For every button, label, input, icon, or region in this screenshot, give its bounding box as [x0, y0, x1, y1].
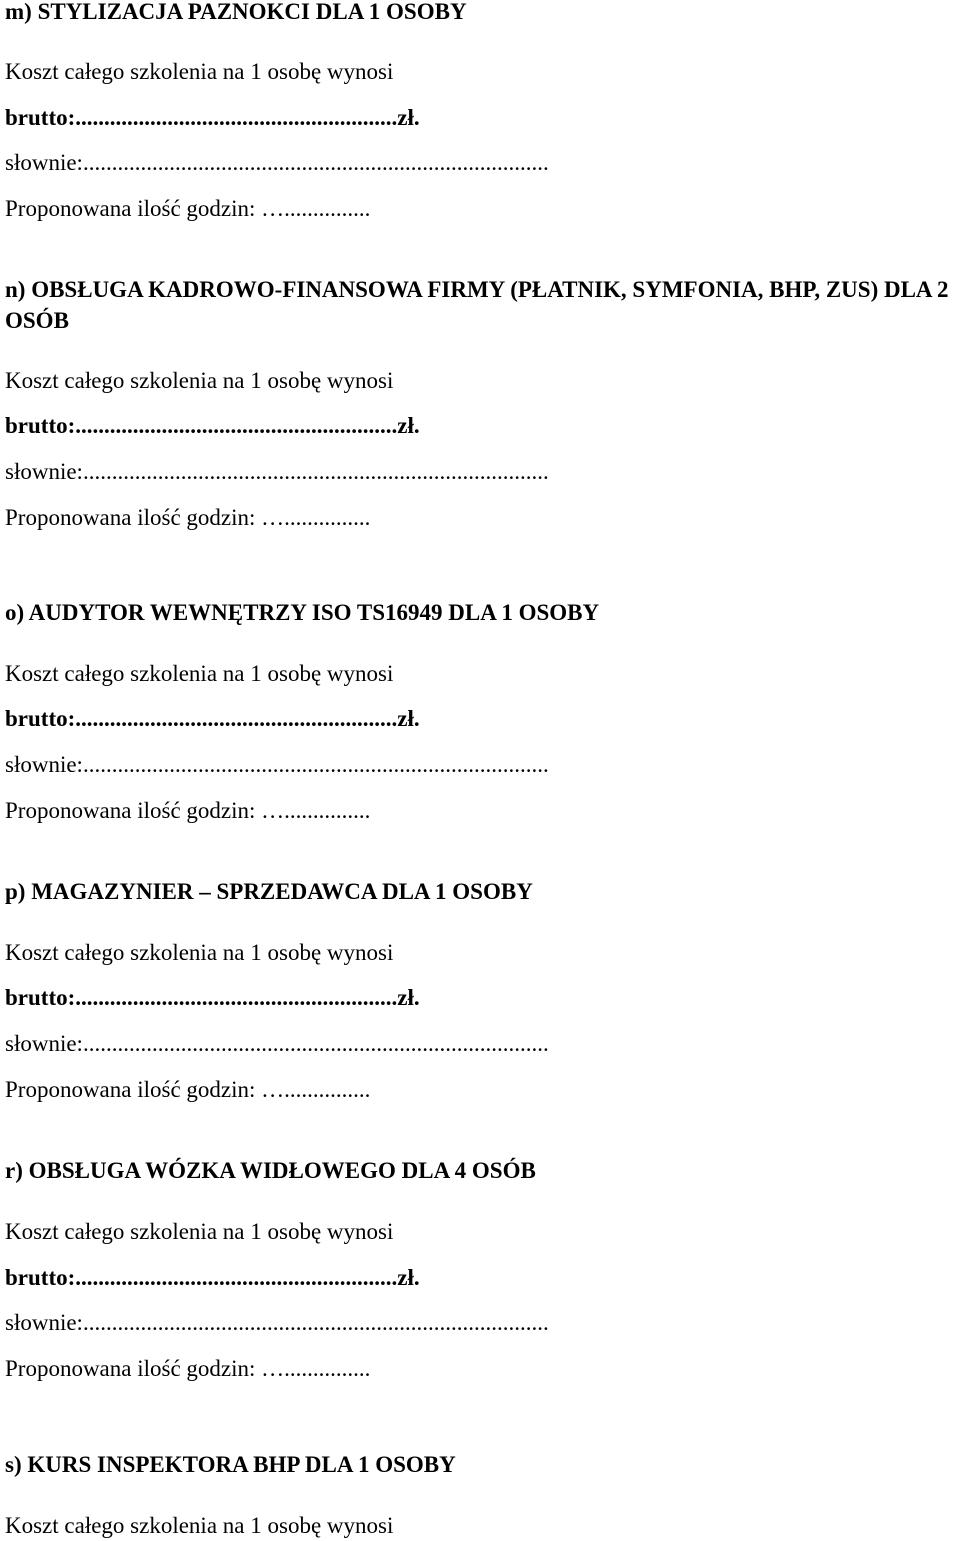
hours-line-o: Proponowana ilość godzin: …............... [5, 798, 371, 823]
slownie-line-n: słownie:................................................................................. [5, 459, 549, 484]
brutto-line-p: brutto:........................................................zł. [5, 985, 420, 1010]
section-heading-r: r) OBSŁUGA WÓZKA WIDŁOWEGO DLA 4 OSÓB [5, 1158, 536, 1183]
brutto-line-n: brutto:........................................................zł. [5, 413, 420, 438]
brutto-line-r: brutto:........................................................zł. [5, 1265, 420, 1290]
hours-line-n: Proponowana ilość godzin: …............... [5, 505, 371, 530]
hours-line-m: Proponowana ilość godzin: …............... [5, 196, 371, 221]
brutto-line-o: brutto:........................................................zł. [5, 706, 420, 731]
cost-text-p: Koszt całego szkolenia na 1 osobę wynosi [5, 940, 394, 965]
section-heading-n: n) OBSŁUGA KADROWO-FINANSOWA FIRMY (PŁATNIK, SYMFONIA, BHP, ZUS) DLA 2 OSÓB [5, 277, 949, 333]
section-heading-o: o) AUDYTOR WEWNĘTRZY ISO TS16949 DLA 1 OSOBY [5, 600, 600, 625]
cost-text-r: Koszt całego szkolenia na 1 osobę wynosi [5, 1219, 394, 1244]
section-heading-m: m) STYLIZACJA PAZNOKCI DLA 1 OSOBY [5, 0, 467, 24]
hours-line-r: Proponowana ilość godzin: …............... [5, 1356, 371, 1381]
section-heading-p: p) MAGAZYNIER – SPRZEDAWCA DLA 1 OSOBY [5, 879, 533, 904]
cost-text-m: Koszt całego szkolenia na 1 osobę wynosi [5, 59, 394, 84]
cost-text-o: Koszt całego szkolenia na 1 osobę wynosi [5, 661, 394, 686]
hours-line-p: Proponowana ilość godzin: …............... [5, 1077, 371, 1102]
slownie-line-m: słownie:................................................................................. [5, 150, 549, 175]
cost-text-s: Koszt całego szkolenia na 1 osobę wynosi [5, 1513, 394, 1538]
section-heading-s: s) KURS INSPEKTORA BHP DLA 1 OSOBY [5, 1452, 456, 1477]
slownie-line-r: słownie:................................................................................. [5, 1310, 549, 1335]
cost-text-n: Koszt całego szkolenia na 1 osobę wynosi [5, 368, 394, 393]
slownie-line-p: słownie:................................................................................. [5, 1031, 549, 1056]
brutto-line-m: brutto:........................................................zł. [5, 105, 420, 130]
slownie-line-o: słownie:................................................................................. [5, 752, 549, 777]
